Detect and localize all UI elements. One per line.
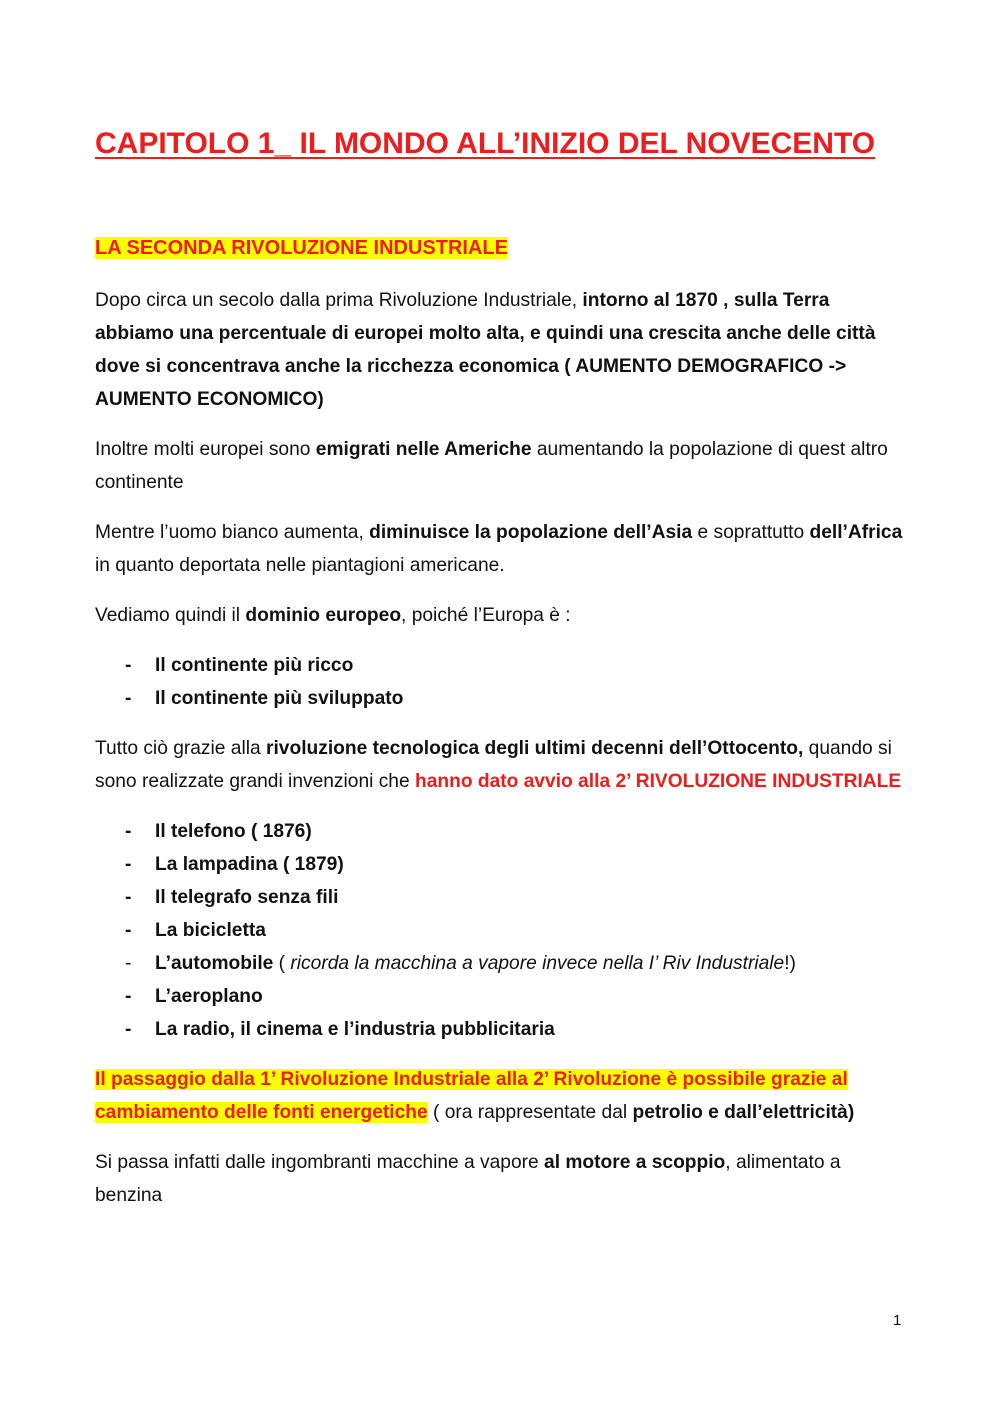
list-item-text: Il continente più ricco: [155, 655, 354, 676]
paragraph-text: Tutto ciò grazie alla: [95, 738, 266, 759]
paragraph-population-decline: [95, 516, 905, 582]
document-body: [95, 284, 905, 1229]
paragraph-text: quando si sono realizzate grandi invenzioni che: [95, 738, 892, 792]
paragraph-demographics: [95, 284, 905, 416]
list-item-text: La bicicletta: [155, 920, 266, 941]
paragraph-engine: [95, 1146, 905, 1212]
paragraph-text: Dopo circa un secolo dalla prima Rivoluzione Industriale,: [95, 290, 583, 311]
list-item-text: !): [784, 953, 796, 974]
page-number: 1: [893, 1312, 902, 1329]
list-item-text: La lampadina ( 1879): [155, 854, 344, 875]
paragraph-energy-sources: [95, 1063, 905, 1129]
paragraph-bold-text: rivoluzione tecnologica degli ultimi decenni dell’Ottocento,: [266, 738, 804, 759]
paragraph-tech-revolution: [95, 732, 905, 798]
paragraph-bold-text: dominio europeo: [245, 605, 402, 626]
paragraph-bold-text: intorno al 1870 , sulla Terra abbiamo una percentuale di europei molto alta, e quindi una crescita anche delle città dove si concentrava anche la ricchezza economica ( AUMENTO DEMOGRAFICO -> AUMENTO ECONOMICO): [95, 290, 876, 410]
list-dash: -: [125, 887, 132, 908]
list-item: [95, 815, 905, 848]
list-item: [95, 649, 905, 682]
paragraph-bold-text: diminuisce la popolazione dell’Asia: [369, 522, 693, 543]
paragraph-text: ( ora rappresentate dal: [427, 1102, 633, 1123]
list-item: [95, 914, 905, 947]
list-dash: -: [125, 986, 132, 1007]
list-item-text: Il continente più sviluppato: [155, 688, 404, 709]
list-item: [95, 682, 905, 715]
list-dash: -: [125, 953, 132, 974]
paragraph-text: Mentre l’uomo bianco aumenta,: [95, 522, 370, 543]
list-europe-features: [95, 649, 905, 715]
paragraph-text: Vediamo quindi il: [95, 605, 246, 626]
section-heading: [95, 233, 508, 263]
section-heading-text: LA SECONDA RIVOLUZIONE INDUSTRIALE: [95, 237, 508, 259]
list-dash: -: [125, 854, 132, 875]
list-item: [95, 1013, 905, 1046]
paragraph-text: in quanto deportata nelle piantagioni americane.: [95, 555, 505, 576]
list-item-italic-text: ricorda la macchina a vapore invece nella I’ Riv Industriale: [290, 953, 785, 974]
list-item-text: L’automobile: [155, 953, 274, 974]
paragraph-bold-text: dell’Africa: [809, 522, 903, 543]
paragraph-red-text: hanno dato avvio alla 2’ RIVOLUZIONE INDUSTRIALE: [415, 771, 902, 792]
paragraph-bold-text: al motore a scoppio: [544, 1152, 726, 1173]
paragraph-text: Si passa infatti dalle ingombranti macchine a vapore: [95, 1152, 545, 1173]
list-item-text: (: [273, 953, 291, 974]
list-item-text: Il telefono ( 1876): [155, 821, 312, 842]
list-item: [95, 848, 905, 881]
paragraph-text: Inoltre molti europei sono: [95, 439, 316, 460]
list-dash: -: [125, 688, 132, 709]
paragraph-bold-text: petrolio e dall’elettricità): [632, 1102, 855, 1123]
paragraph-bold-text: emigrati nelle Americhe: [315, 439, 532, 460]
list-dash: -: [125, 920, 132, 941]
list-item-text: Il telegrafo senza fili: [155, 887, 339, 908]
list-item-text: L’aeroplano: [155, 986, 263, 1007]
list-dash: -: [125, 655, 132, 676]
paragraph-text: aumentando la popolazione di quest altro continente: [95, 439, 888, 493]
paragraph-text: , poiché l’Europa è :: [401, 605, 571, 626]
paragraph-highlighted-text: Il passaggio dalla 1’ Rivoluzione Industriale alla 2’ Rivoluzione è possibile grazie al cambiamento delle fonti energetiche: [95, 1069, 848, 1123]
list-dash: -: [125, 1019, 132, 1040]
paragraph-emigration: [95, 433, 905, 499]
paragraph-european-dominance: [95, 599, 905, 632]
list-inventions: [95, 815, 905, 1046]
list-item: [95, 881, 905, 914]
list-dash: -: [125, 821, 132, 842]
chapter-title: CAPITOLO 1_ IL MONDO ALL’INIZIO DEL NOVECENTO: [95, 127, 876, 160]
paragraph-text: e soprattutto: [692, 522, 810, 543]
paragraph-text: , alimentato a benzina: [95, 1152, 841, 1206]
list-item-text: La radio, il cinema e l’industria pubblicitaria: [155, 1019, 555, 1040]
list-item: [95, 947, 905, 980]
list-item: [95, 980, 905, 1013]
